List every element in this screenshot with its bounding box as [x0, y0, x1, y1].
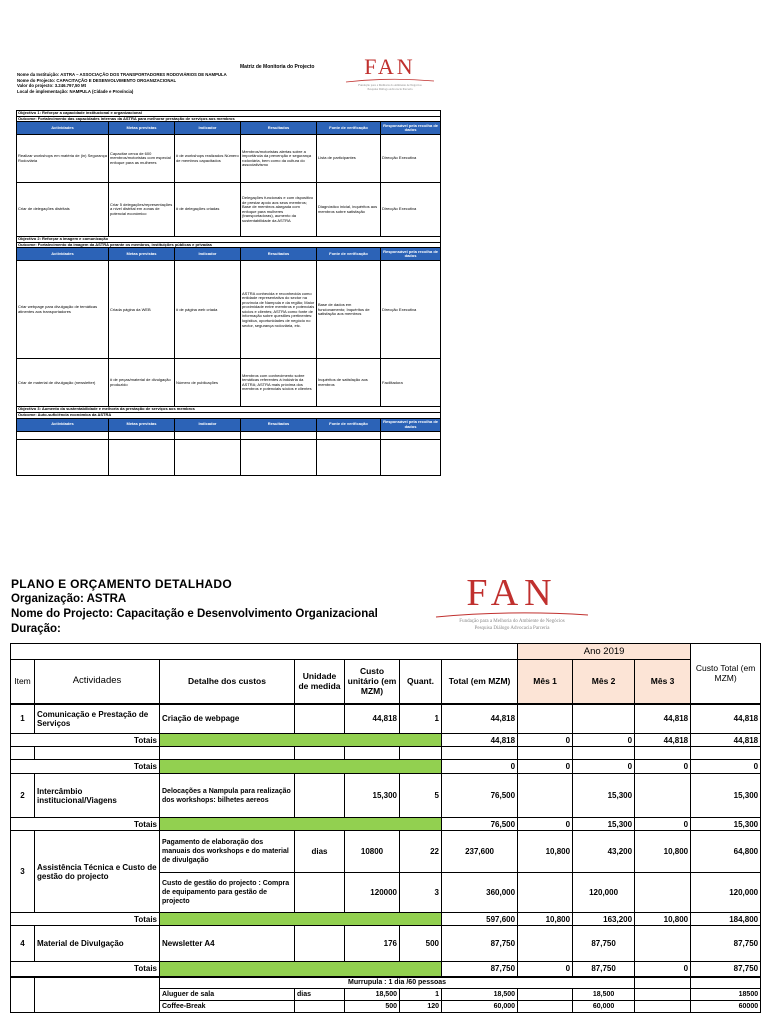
matrix-row — [17, 135, 441, 183]
cell-detail: Criação de webpage — [160, 704, 295, 734]
cell-qty: 1 — [400, 989, 442, 1001]
cell-month-1 — [518, 1001, 573, 1013]
col-header-indicator: Indicador — [175, 248, 241, 261]
col-header-activities: Actividades — [17, 248, 109, 261]
cell-activity: Material de Divulgação — [35, 926, 160, 962]
monitoring-title: Matriz de Monitoria do Projecto — [240, 64, 315, 70]
totals-green-bar — [160, 913, 442, 926]
cell-item: 4 — [11, 926, 35, 962]
cell-total: 87,750 — [442, 926, 518, 962]
col-header-targets: Metas previstas — [109, 122, 175, 135]
cell-target — [109, 439, 175, 475]
totals-label: Totais — [11, 962, 160, 977]
cell-activity: Intercâmbio institucional/Viagens — [35, 774, 160, 818]
cell-total-cost: 18500 — [691, 989, 761, 1001]
cell-unit — [295, 1001, 345, 1013]
outcome-3: Outcome: Auto-suficiência económica da ASTRA — [17, 412, 441, 418]
cell-month-2: 15,300 — [573, 818, 635, 831]
col-header-activities: Actividades — [17, 122, 109, 135]
cell-total-cost: 44,818 — [691, 734, 761, 747]
cell-month-1: 0 — [518, 760, 573, 774]
cell-indicator: # de delegações criadas — [175, 183, 241, 237]
budget-note-row — [11, 977, 761, 989]
totals-green-bar — [160, 760, 442, 774]
cell-unit-cost: 120000 — [345, 873, 400, 913]
cell-total-cost: 87,750 — [691, 926, 761, 962]
cell-month-3: 0 — [635, 818, 691, 831]
cell-verification — [317, 431, 381, 439]
cell-verification: Diagnóstico inicial, inquéritos aos membros sobre satisfação — [317, 183, 381, 237]
cell-month-1 — [518, 926, 573, 962]
plan-header — [11, 576, 378, 637]
monitoring-matrix — [16, 110, 441, 476]
cell-activity: Realizar workshops em matéria de (in) Segurança Rodoviária — [17, 135, 109, 183]
cell-unit-cost: 18,500 — [345, 989, 400, 1001]
cell-month-2: 43,200 — [573, 831, 635, 873]
cell-month-1 — [518, 704, 573, 734]
cell-month-2: 15,300 — [573, 774, 635, 818]
cell-activity — [17, 431, 109, 439]
col-header-month-2: Mês 2 — [573, 660, 635, 704]
cell-month-2: 0 — [573, 734, 635, 747]
cell-total: 60,000 — [442, 1001, 518, 1013]
budget-row — [11, 926, 761, 962]
matrix-header-row — [17, 248, 441, 261]
cell-detail: Delocações a Nampula para realização dos workshops: bilhetes aereos — [160, 774, 295, 818]
fan-logo-tagline-2: Pesquisa Diálogo Advocacia Parceria — [367, 87, 413, 91]
cell-target: Capacitar cerca de 600 membros/motoristas com especial enfoque para as mulheres — [109, 135, 175, 183]
cell-indicator — [175, 431, 241, 439]
cell-month-1: 10,800 — [518, 831, 573, 873]
cell-qty: 500 — [400, 926, 442, 962]
cell-unit: dias — [295, 989, 345, 1001]
cell-indicator: Número de publicações — [175, 359, 241, 407]
cell-qty: 5 — [400, 774, 442, 818]
cell-detail: Pagamento de elaboração dos manuais dos workshops e do material de divulgação — [160, 831, 295, 873]
col-header-total: Total (em MZM) — [442, 660, 518, 704]
institution-name: Nome da Instituição: ASTRA – ASSOCIAÇÃO DOS TRANSPORTADORES RODOVIÁRIOS DE NAMPULA — [17, 72, 227, 77]
col-header-activities: Actividades — [17, 418, 109, 431]
cell-result — [241, 439, 317, 475]
cell-unit-cost: 10800 — [345, 831, 400, 873]
cell-total: 44,818 — [442, 704, 518, 734]
cell-total-cost: 87,750 — [691, 962, 761, 977]
col-header-total-cost: Custo Total (em MZM) — [691, 644, 761, 704]
budget-row — [11, 774, 761, 818]
cell-month-1: 0 — [518, 734, 573, 747]
cell-responsible: Direcção Executiva — [381, 135, 441, 183]
col-header-responsible: Responsável pela recolha de dados — [381, 122, 441, 135]
cell-target: # de peças/material de divulgação produzido — [109, 359, 175, 407]
cell-total: 87,750 — [442, 962, 518, 977]
matrix-header-row — [17, 418, 441, 431]
cell-month-2: 87,750 — [573, 962, 635, 977]
matrix-row — [17, 439, 441, 475]
cell-detail: Custo de gestão do projecto : Compra de equipamento para gestão de projecto — [160, 873, 295, 913]
cell-total-cost: 184,800 — [691, 913, 761, 926]
fan-logo-word: FAN — [466, 572, 558, 614]
cell-month-3: 10,800 — [635, 831, 691, 873]
totals-row — [11, 818, 761, 831]
col-header-unit: Unidade de medida — [295, 660, 345, 704]
cell-unit — [295, 704, 345, 734]
cell-total: 44,818 — [442, 734, 518, 747]
cell-target: Criada página da WEB — [109, 261, 175, 359]
plan-duration: Duração: — [11, 623, 61, 635]
cell-month-2 — [573, 704, 635, 734]
cell-month-3 — [635, 1001, 691, 1013]
cell-qty: 22 — [400, 831, 442, 873]
plan-project-name: Nome do Projecto: Capacitação e Desenvolvimento Organizacional — [11, 608, 378, 620]
cell-month-3 — [635, 774, 691, 818]
plan-organization: Organização: ASTRA — [11, 593, 127, 605]
location-note: Murrupula : 1 dia /60 pessoas — [160, 977, 635, 989]
cell-month-3: 44,818 — [635, 734, 691, 747]
totals-label: Totais — [11, 760, 160, 774]
cell-result: Delegações funcionais e com dspositivo de prestar apoio aos seus membros; Base de membros alargada com enfoque para mulheres (transportadoras), aumento da sustentabilidade da ASTRA — [241, 183, 317, 237]
cell-activity: Comunicação e Prestação de Serviços — [35, 704, 160, 734]
project-name: Nome do Projecto: CAPACITAÇÃO E DESENVOLVIMENTO ORGANIZACIONAL — [17, 77, 177, 83]
cell-result: Membros com conhecimento sobre temáticas referentes à indústria da ASTRA; ASTRA mais próxima dos membros e potenciais sócios e clientes — [241, 359, 317, 407]
budget-header-row-2 — [11, 660, 761, 704]
cell-verification: Lista de participantes — [317, 135, 381, 183]
cell-total: 76,500 — [442, 818, 518, 831]
cell-month-1 — [518, 873, 573, 913]
cell-month-3: 10,800 — [635, 913, 691, 926]
cell-total: 0 — [442, 760, 518, 774]
budget-table — [10, 643, 761, 1013]
cell-total: 360,000 — [442, 873, 518, 913]
cell-total: 237,600 — [442, 831, 518, 873]
spacer-row — [11, 747, 761, 760]
totals-green-bar — [160, 818, 442, 831]
cell-month-1: 10,800 — [518, 913, 573, 926]
cell-indicator: # de workshops realizados Número de membros capacitados — [175, 135, 241, 183]
cell-responsible — [381, 431, 441, 439]
cell-month-1 — [518, 774, 573, 818]
cell-responsible — [381, 439, 441, 475]
matrix-row — [17, 183, 441, 237]
cell-month-1: 0 — [518, 818, 573, 831]
cell-item: 1 — [11, 704, 35, 734]
project-value: Valor do projecto: 3.246.797,50 Mt — [17, 83, 87, 89]
col-header-indicator: Indicador — [175, 122, 241, 135]
cell-month-1: 0 — [518, 962, 573, 977]
col-header-activities: Actividades — [35, 660, 160, 704]
fan-logo-word: FAN — [364, 54, 416, 79]
cell-unit — [295, 926, 345, 962]
cell-total-cost: 15,300 — [691, 818, 761, 831]
fan-logo-tagline: Fundação para a Melhoria do Ambiente de Negócios — [358, 83, 422, 87]
cell-total-cost: 15,300 — [691, 774, 761, 818]
fan-logo-tagline-2: Pesquisa Diálogo Advocacia Parceria — [474, 626, 550, 631]
objective-3: Objectivo 3: Aumento da sustentabilidade e melhoria da prestação de serviços aos membros — [17, 407, 441, 413]
cell-detail: Aluguer de sala — [160, 989, 295, 1001]
cell-detail: Coffee-Break — [160, 1001, 295, 1013]
outcome-1: Outcome: Fortalecimento das capacidades internas da ASTRA para melhorar prestação de serviços aos membros — [17, 116, 441, 122]
cell-month-3 — [635, 926, 691, 962]
cell-qty: 1 — [400, 704, 442, 734]
project-location: Local de implementação: NAMPULA (Cidade e Província) — [17, 88, 134, 94]
objective-2: Objectivo 2: Reforçar a imagem e comunicação — [17, 237, 441, 243]
cell-month-2: 0 — [573, 760, 635, 774]
cell-indicator: # de página web criada — [175, 261, 241, 359]
col-header-month-3: Mês 3 — [635, 660, 691, 704]
cell-total-cost: 60000 — [691, 1001, 761, 1013]
cell-activity — [17, 439, 109, 475]
cell-total-cost: 44,818 — [691, 704, 761, 734]
col-header-qty: Quant. — [400, 660, 442, 704]
cell-target: Criar 5 delegações/representações a nível distrital em zonas de potencial económico — [109, 183, 175, 237]
cell-month-3: 44,818 — [635, 704, 691, 734]
col-header-targets: Metas previstas — [109, 248, 175, 261]
cell-detail: Newsletter A4 — [160, 926, 295, 962]
cell-activity: Assistência Técnica e Custo de gestão do projecto — [35, 831, 160, 913]
year-header: Ano 2019 — [518, 644, 691, 660]
cell-verification — [317, 439, 381, 475]
cell-total-cost: 120,000 — [691, 873, 761, 913]
cell-result — [241, 431, 317, 439]
col-header-verification: Fonte de verificação — [317, 248, 381, 261]
cell-month-1 — [518, 989, 573, 1001]
col-header-responsible: Responsável pela recolha de dados — [381, 248, 441, 261]
cell-unit — [295, 774, 345, 818]
totals-row — [11, 962, 761, 977]
cell-result: Membros/motoristas alertas sobre a importância da prevenção e segurança rodoviária, bem como da cultura do associativismo — [241, 135, 317, 183]
col-header-month-1: Mês 1 — [518, 660, 573, 704]
cell-month-2: 163,200 — [573, 913, 635, 926]
col-header-results: Resultados — [241, 418, 317, 431]
plan-title: PLANO E ORÇAMENTO DETALHADO — [11, 577, 232, 591]
cell-activity: Criar webpage para divulgação de temáticas atinentes aos transportadores — [17, 261, 109, 359]
matrix-row — [17, 431, 441, 439]
cell-item: 2 — [11, 774, 35, 818]
cell-month-3: 0 — [635, 760, 691, 774]
col-header-detail: Detalhe dos custos — [160, 660, 295, 704]
col-header-results: Resultados — [241, 248, 317, 261]
cell-unit — [295, 873, 345, 913]
budget-row — [11, 704, 761, 734]
cell-result: ASTRA conhecida e reconhecida como entidade representativa do sector na província de Nampula e da região; Maior proximidade entre membros e potenciais sócios e clientes; ASTRA como fonte de informação sobre questões pertinentes: logística, oportunidades de negócio no sector, segurança rodoviária, etc. — [241, 261, 317, 359]
cell-total: 18,500 — [442, 989, 518, 1001]
cell-unit: dias — [295, 831, 345, 873]
cell-responsible: Facilitadora — [381, 359, 441, 407]
col-header-responsible: Responsável pela recolha de dados — [381, 418, 441, 431]
monitoring-project-info — [17, 72, 227, 94]
fan-logo — [344, 56, 436, 91]
col-header-verification: Fonte de verificação — [317, 418, 381, 431]
cell-total-cost: 64,800 — [691, 831, 761, 873]
totals-row — [11, 913, 761, 926]
matrix-row — [17, 261, 441, 359]
cell-unit-cost: 500 — [345, 1001, 400, 1013]
cell-qty: 3 — [400, 873, 442, 913]
totals-green-bar — [160, 734, 442, 747]
cell-responsible: Direcção Executiva — [381, 261, 441, 359]
col-header-item: Item — [11, 660, 35, 704]
cell-month-2: 120,000 — [573, 873, 635, 913]
col-header-indicator: Indicador — [175, 418, 241, 431]
cell-verification: Inquéritos de satisfação aos membros — [317, 359, 381, 407]
cell-unit-cost: 15,300 — [345, 774, 400, 818]
budget-row — [11, 831, 761, 873]
cell-month-3 — [635, 873, 691, 913]
cell-responsible: Direcção Executiva — [381, 183, 441, 237]
cell-total: 597,600 — [442, 913, 518, 926]
totals-row — [11, 734, 761, 747]
totals-label: Totais — [11, 734, 160, 747]
cell-activity: Criar de delegações distritais — [17, 183, 109, 237]
totals-label: Totais — [11, 818, 160, 831]
matrix-row — [17, 359, 441, 407]
cell-target — [109, 431, 175, 439]
col-header-results: Resultados — [241, 122, 317, 135]
totals-green-bar — [160, 962, 442, 977]
col-header-unit-cost: Custo unitário (em MZM) — [345, 660, 400, 704]
cell-item: 3 — [11, 831, 35, 913]
cell-total: 76,500 — [442, 774, 518, 818]
cell-indicator — [175, 439, 241, 475]
cell-activity: Criar de material de divulgação (newsletter) — [17, 359, 109, 407]
cell-month-2: 87,750 — [573, 926, 635, 962]
col-header-targets: Metas previstas — [109, 418, 175, 431]
cell-verification: Base de dados em funcionamento; Inquéritos de satisfação aos membros — [317, 261, 381, 359]
cell-qty: 120 — [400, 1001, 442, 1013]
cell-unit-cost: 176 — [345, 926, 400, 962]
col-header-verification: Fonte de verificação — [317, 122, 381, 135]
budget-header-row-1 — [11, 644, 761, 660]
cell-month-2: 18,500 — [573, 989, 635, 1001]
outcome-2: Outcome: Fortalecimento da imagem da ASTRA perante os membros, instituições públicas e privadas — [17, 242, 441, 248]
cell-total-cost: 0 — [691, 760, 761, 774]
objective-1: Objectivo 1: Reforçar a capacidade institucional e organizacional — [17, 111, 441, 117]
cell-month-3: 0 — [635, 962, 691, 977]
cell-month-3 — [635, 989, 691, 1001]
fan-logo-tagline: Fundação para a Melhoria do Ambiente de Negócios — [459, 619, 565, 624]
matrix-header-row — [17, 122, 441, 135]
fan-logo — [432, 572, 592, 632]
cell-month-2: 60,000 — [573, 1001, 635, 1013]
totals-row — [11, 760, 761, 774]
totals-label: Totais — [11, 913, 160, 926]
cell-unit-cost: 44,818 — [345, 704, 400, 734]
